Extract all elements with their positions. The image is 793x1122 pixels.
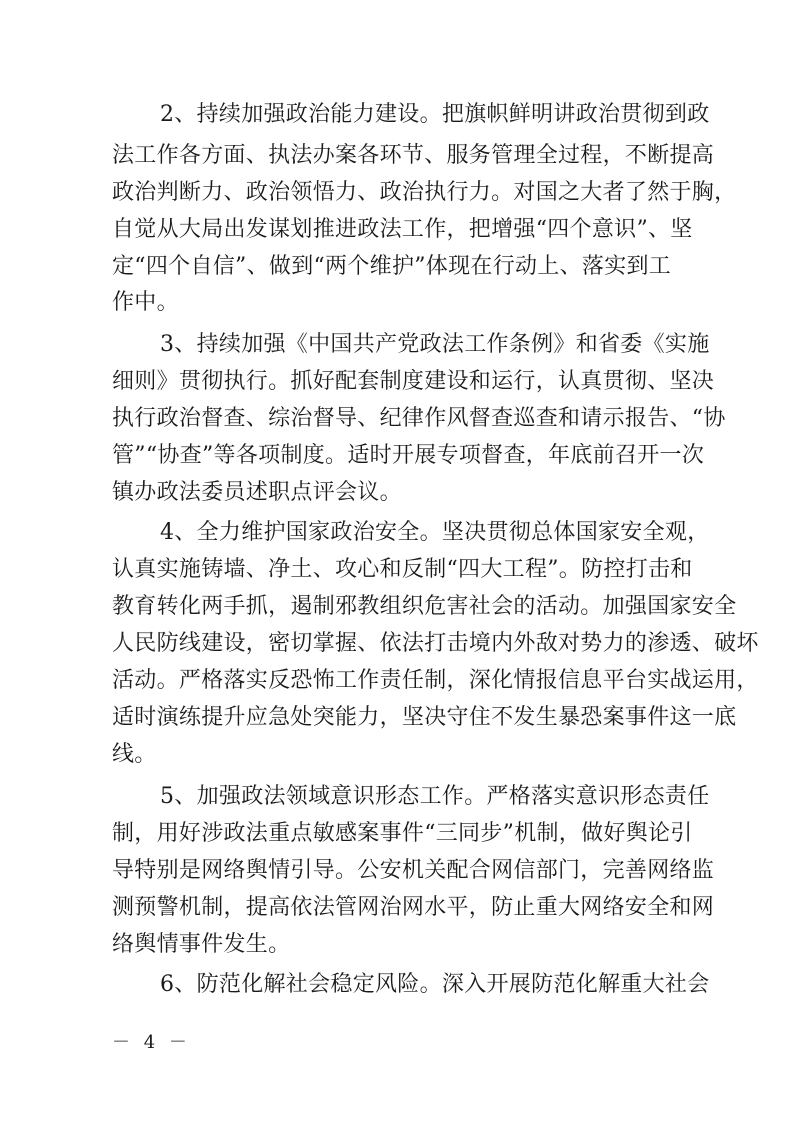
- text-line: 测预警机制，提高依法管网治网水平，防止重大网络安全和网: [112, 895, 715, 920]
- text-line: 执行政治督查、综治督导、纪律作风督查巡查和请示报告、“协: [112, 406, 726, 431]
- text-line: 管”“协查”等各项制度。适时开展专项督查，年底前召开一次: [112, 443, 705, 468]
- text-line: 自觉从大局出发谋划推进政法工作，把增强“四个意识”、坚: [112, 217, 693, 242]
- text-line: 活动。严格落实反恐怖工作责任制，深化情报信息平台实战运用，: [112, 668, 759, 693]
- page-number: － 4 －: [112, 1032, 191, 1053]
- text-line: 法工作各方面、执法办案各环节、服务管理全过程，不断提高: [112, 143, 715, 168]
- text-line: 适时演练提升应急处突能力，坚决守住不发生暴恐案事件这一底: [112, 705, 737, 730]
- text-line: 作中。: [112, 290, 179, 315]
- text-line: 细则》贯彻执行。抓好配套制度建设和运行，认真贯彻、坚决: [112, 369, 715, 394]
- text-line: 6、防范化解社会稳定风险。深入开展防范化解重大社会: [160, 972, 710, 997]
- text-line: 5、加强政法领域意识形态工作。严格落实意识形态责任: [160, 784, 710, 809]
- text-line: 导特别是网络舆情引导。公安机关配合网信部门，完善网络监: [112, 858, 715, 883]
- text-line: 定“四个自信”、做到“两个维护”体现在行动上、落实到工: [112, 254, 672, 279]
- text-line: 3、持续加强《中国共产党政法工作条例》和省委《实施: [160, 332, 710, 357]
- text-line: 教育转化两手抓，遏制邪教组织危害社会的活动。加强国家安全: [112, 594, 737, 619]
- text-line: 政治判断力、政治领悟力、政治执行力。对国之大者了然于胸，: [112, 180, 737, 205]
- text-line: 2、持续加强政治能力建设。把旗帜鲜明讲政治贯彻到政: [160, 102, 710, 127]
- text-line: 线。: [112, 742, 157, 767]
- text-line: 制，用好涉政法重点敏感案事件“三同步”机制，做好舆论引: [112, 821, 693, 846]
- text-line: 镇办政法委员述职点评会议。: [112, 480, 402, 505]
- text-line: 络舆情事件发生。: [112, 932, 291, 957]
- text-line: 认真实施铸墙、净土、攻心和反制“四大工程”。防控打击和: [112, 557, 693, 582]
- text-line: 人民防线建设，密切掌握、依法打击境内外敌对势力的渗透、破坏: [112, 631, 759, 656]
- text-line: 4、全力维护国家政治安全。坚决贯彻总体国家安全观，: [160, 520, 710, 545]
